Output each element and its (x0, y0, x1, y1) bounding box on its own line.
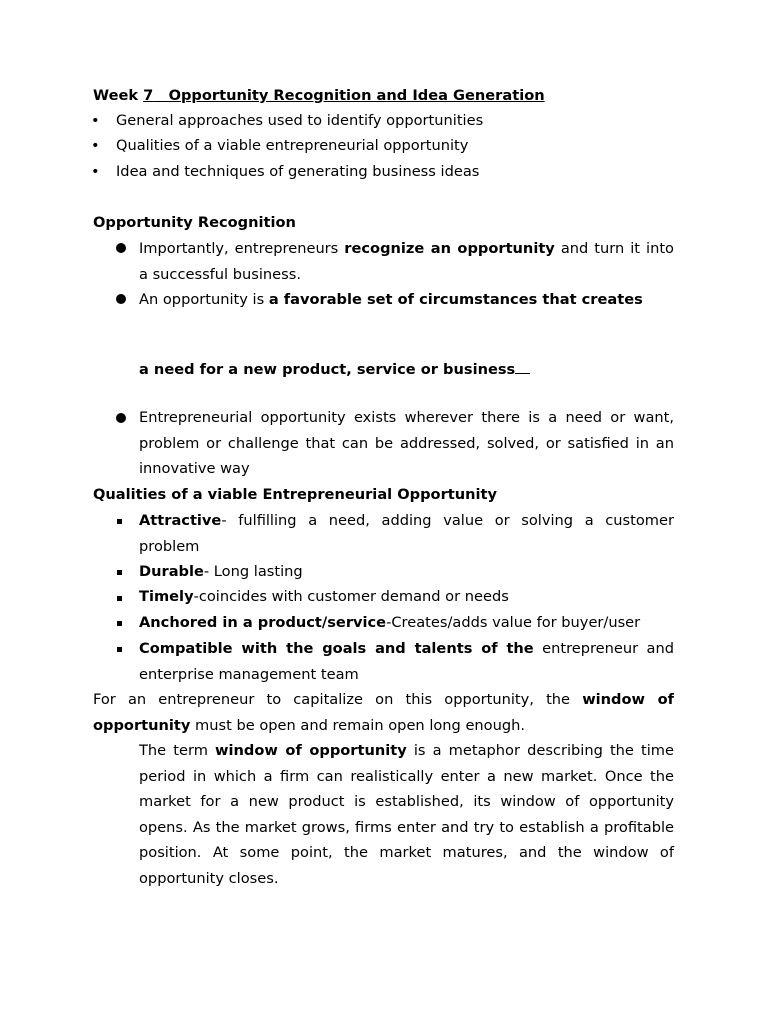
overview-item: General approaches used to identify opportunities (116, 112, 484, 129)
text-run: is a metaphor describing the time period in which a firm can realistically enter a new market. Once the market for a new product is established, its window of opportunity opens. As the market grows, firms enter and try to establish a profitable position. At some point, the market matures, and the window of opportunity closes. (139, 742, 674, 887)
bullet-square (117, 570, 122, 575)
bullet-dot (116, 243, 126, 253)
quality-item (139, 584, 509, 610)
quality-item (139, 636, 674, 687)
overview-item: Qualities of a viable entrepreneurial opportunity (116, 137, 469, 154)
text-run: must be open and remain open long enough. (190, 716, 526, 734)
section-heading: Opportunity Recognition (93, 214, 296, 231)
week-number: 7 (143, 87, 154, 104)
quality-term: Timely (139, 588, 194, 605)
bullet-square (117, 519, 122, 524)
quality-desc: - fulfilling a need, adding value or solving a customer problem (139, 512, 674, 555)
quality-item (139, 610, 640, 636)
week-title-text: Opportunity Recognition and Idea Generation (168, 87, 545, 104)
recognition-paragraph-1 (139, 236, 674, 287)
quality-desc: entrepreneur and enterprise management team (139, 640, 674, 683)
bullet-square (117, 596, 122, 601)
quality-desc: -Creates/adds value for buyer/user (386, 614, 641, 631)
window-paragraph-1 (93, 687, 674, 738)
bullet-square (117, 621, 122, 626)
quality-desc: -coincides with customer demand or needs (193, 588, 509, 605)
recognition-paragraph-2-cont (139, 357, 530, 383)
text-run: The term (139, 742, 216, 759)
quality-term: Compatible with the goals and talents of the (139, 640, 534, 657)
bullet-glyph: • (91, 112, 100, 129)
week-label: Week (93, 87, 139, 104)
underline-blank (515, 359, 530, 374)
text-run: Importantly, entrepreneurs (139, 240, 345, 257)
week-number-and-title (143, 87, 544, 104)
quality-desc: - Long lasting (203, 563, 303, 580)
quality-item (139, 559, 303, 585)
bullet-glyph: • (91, 163, 100, 180)
text-run: An opportunity is (139, 291, 269, 308)
quality-item (139, 508, 674, 559)
bullet-square (117, 647, 122, 652)
quality-term: Attractive (139, 512, 222, 529)
overview-item: Idea and techniques of generating business ideas (116, 163, 480, 180)
bullet-glyph: • (91, 137, 100, 154)
recognition-paragraph-3: Entrepreneurial opportunity exists wherever there is a need or want, problem or challenge that can be addressed, solved, or satisfied in an innovative way (139, 409, 674, 478)
window-paragraph-2 (139, 738, 674, 892)
text-run: For an entrepreneur to capitalize on this opportunity, the (93, 691, 583, 708)
text-run-bold: window of opportunity (93, 691, 674, 734)
text-run-bold: recognize an opportunity (344, 240, 555, 257)
text-run: and turn it into a successful business. (139, 240, 674, 283)
recognition-paragraph-2 (139, 287, 643, 313)
bullet-dot (116, 413, 126, 423)
quality-term: Anchored in a product/service (139, 614, 387, 631)
week-title (93, 83, 545, 109)
text-run-bold: window of opportunity (215, 742, 407, 759)
bullet-dot (116, 294, 126, 304)
quality-term: Durable (139, 563, 204, 580)
text-run-bold: a favorable set of circumstances that creates (268, 291, 643, 308)
section-heading: Qualities of a viable Entrepreneurial Opportunity (93, 486, 498, 503)
text-run-bold: a need for a new product, service or business (139, 361, 516, 378)
